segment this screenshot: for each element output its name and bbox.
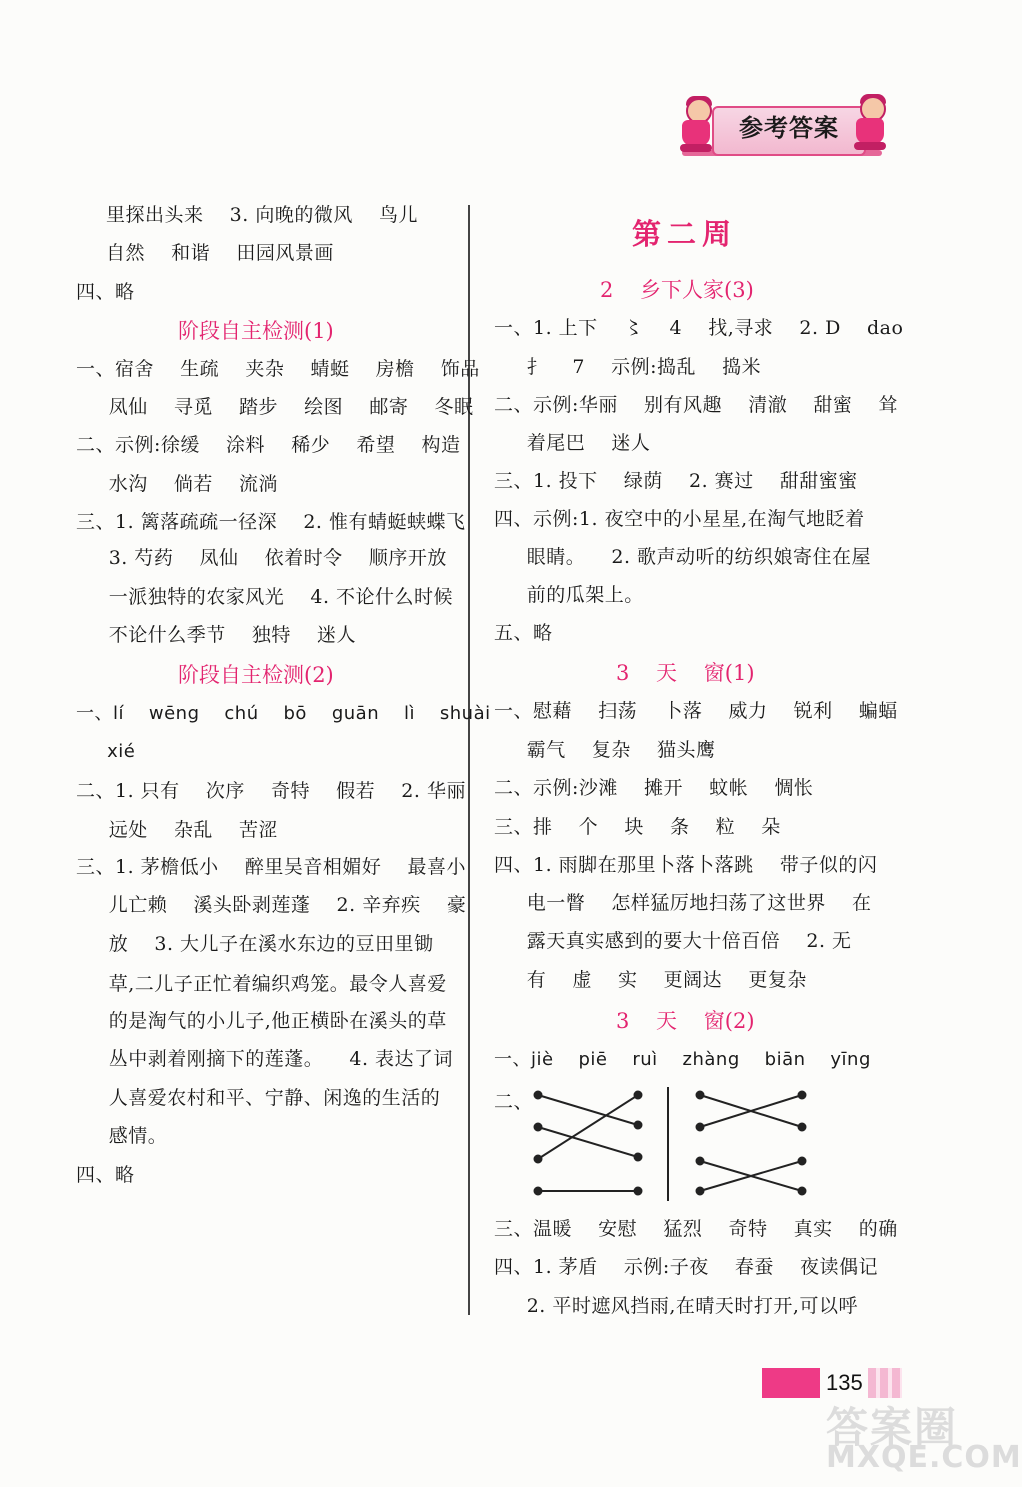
section-heading: 3 天 窗(2) (616, 1009, 755, 1033)
answer-line: 一派独特的农家风光 4. 不论什么时候 (76, 586, 454, 608)
answer-line: 有 虚 实 更阔达 更复杂 (494, 969, 807, 991)
answer-line: 扌 7 示例:捣乱 捣米 (494, 356, 762, 378)
matching-diagram (520, 1085, 820, 1205)
answer-line: 二、1. 只有 次序 奇特 假若 2. 华丽 (76, 780, 466, 802)
answer-line: 四、示例:1. 夜空中的小星星,在淘气地眨着 (494, 508, 865, 530)
answer-line: 前的瓜架上。 (494, 584, 644, 606)
answer-line: 三、1. 投下 绿荫 2. 赛过 甜甜蜜蜜 (494, 470, 858, 492)
answer-line: 3. 芍药 凤仙 依着时令 顺序开放 (76, 547, 447, 569)
answer-line: 一、1. 上下 〻 4 找,寻求 2. D dao (494, 317, 904, 339)
answer-line: 二、示例:华丽 别有风趣 清澈 甜蜜 耸 (494, 394, 899, 416)
answer-line: 自然 和谐 田园风景画 (106, 242, 334, 264)
answer-line: 凤仙 寻觅 踏步 绘图 邮寄 冬眠 (76, 396, 474, 418)
answer-line: 三、1. 篱落疏疏一径深 2. 惟有蜻蜓蛱蝶飞 (76, 511, 466, 533)
answer-line: 草,二儿子正忙着编织鸡笼。最令人喜爱 (76, 973, 447, 995)
answer-line: 儿亡赖 溪头卧剥莲蓬 2. 辛弃疾 豪 (76, 894, 467, 916)
answer-line: 不论什么季节 独特 迷人 (76, 624, 357, 646)
answer-line: 着尾巴 迷人 (494, 432, 651, 454)
answer-line: 三、1. 茅檐低小 醉里吴音相媚好 最喜小 (76, 856, 466, 878)
section-heading: 阶段自主检测(1) (178, 319, 334, 343)
answer-line: 里探出头来 3. 向晚的微风 鸟儿 (106, 204, 418, 226)
matching-label: 二、 (494, 1091, 534, 1113)
answer-line: 一、慰藉 扫荡 卜落 威力 锐利 蝙蝠 (494, 700, 898, 722)
pinyin-answer-line: 一、lí wēng chú bō guān lì shuài (76, 703, 491, 724)
answer-line: 的是淘气的小儿子,他正横卧在溪头的草 (76, 1010, 447, 1032)
answer-line: 2. 平时遮风挡雨,在晴天时打开,可以呼 (494, 1295, 858, 1317)
answer-line: 远处 杂乱 苦涩 (76, 819, 279, 841)
answer-line: 四、略 (76, 281, 135, 303)
answer-line: 丛中剥着刚摘下的莲蓬。 4. 表达了词 (76, 1048, 454, 1070)
answer-line: 四、略 (76, 1164, 135, 1186)
answer-line: 露天真实感到的要大十倍百倍 2. 无 (494, 930, 852, 952)
answer-line: 人喜爱农村和平、宁静、闲逸的生活的 (76, 1087, 441, 1109)
section-heading: 3 天 窗(1) (616, 661, 755, 685)
match-line (538, 1127, 638, 1157)
answer-line: 三、排 个 块 条 粒 朵 (494, 816, 781, 838)
answer-line: 四、1. 雨脚在那里卜落卜落跳 带子似的闪 (494, 854, 878, 876)
match-line (538, 1095, 638, 1125)
week-title: 第二周 (632, 217, 738, 251)
answer-line: 四、1. 茅盾 示例:子夜 春蚕 夜读偶记 (494, 1256, 879, 1278)
page-number: 135 (826, 1370, 863, 1395)
pinyin-answer-line: 一、jiè piē ruì zhàng biān yīng (494, 1049, 871, 1070)
answer-line: 五、略 (494, 622, 553, 644)
section-heading: 2 乡下人家(3) (600, 278, 754, 302)
watermark-logo: 答案圈 (826, 1403, 959, 1452)
watermark-url: MXQE.COM (826, 1440, 1022, 1475)
answer-line: 眼睛。 2. 歌声动听的纺织娘寄住在屋 (494, 546, 872, 568)
answer-line: 二、示例:沙滩 摊开 蚊帐 惆怅 (494, 777, 814, 799)
page-number-decoration (868, 1368, 902, 1398)
match-line (538, 1095, 638, 1159)
answer-line: 二、示例:徐缓 涂料 稀少 希望 构造 (76, 434, 461, 456)
answer-line: 感情。 (76, 1125, 168, 1147)
answer-line: 一、宿舍 生疏 夹杂 蜻蜓 房檐 饰品 (76, 358, 480, 380)
page-number-bar (762, 1368, 820, 1398)
answer-key-badge (672, 92, 890, 164)
answer-line: 电一瞥 怎样猛厉地扫荡了这世界 在 (494, 892, 872, 914)
cartoon-figure-left-icon (674, 98, 714, 154)
answer-line: 放 3. 大儿子在溪水东边的豆田里锄 (76, 933, 434, 955)
pinyin-answer-line: xié (76, 741, 136, 762)
answer-line: 霸气 复杂 猫头鹰 (494, 739, 716, 761)
answer-line: 水沟 倘若 流淌 (76, 473, 279, 495)
answer-line: 三、温暖 安慰 猛烈 奇特 真实 的确 (494, 1218, 898, 1240)
section-heading: 阶段自主检测(2) (178, 663, 334, 687)
badge-title: 参考答案 (739, 113, 839, 142)
